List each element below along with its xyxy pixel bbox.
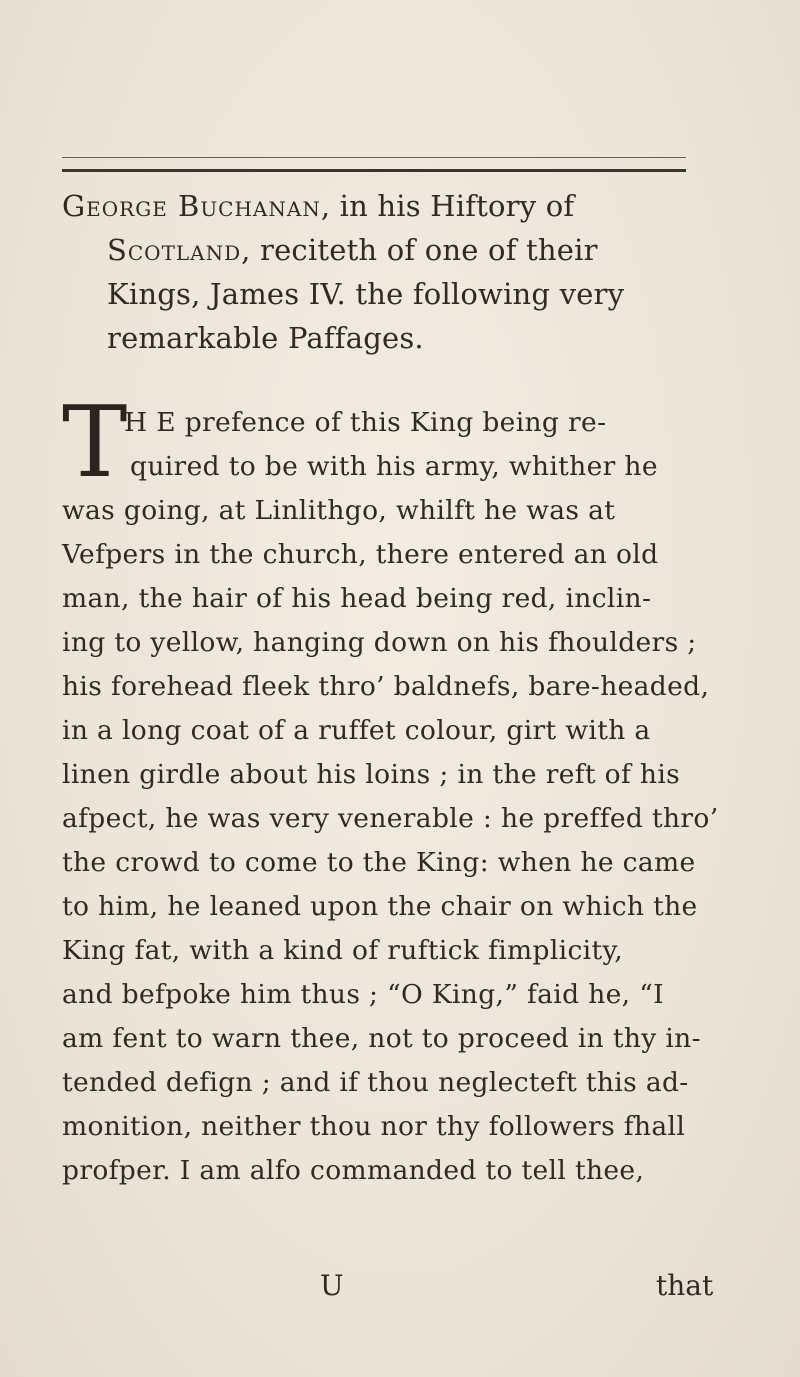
body-line: King fat, with a kind of ruftick fimplicity, bbox=[62, 935, 624, 966]
small-caps-name: George Buchanan bbox=[62, 189, 321, 223]
header-rule-thin bbox=[62, 157, 686, 158]
signature-mark: U bbox=[320, 1269, 344, 1302]
body-line: in a long coat of a ruffet colour, girt with a bbox=[62, 715, 651, 746]
intro-paragraph bbox=[62, 184, 722, 360]
intro-line: Kings, James IV. the following very bbox=[107, 277, 625, 311]
body-line: man, the hair of his head being red, inclin- bbox=[62, 583, 652, 614]
page-footer bbox=[0, 1269, 800, 1313]
body-line: H E prefence of this King being re- bbox=[124, 407, 607, 438]
body-line: the crowd to come to the King: when he came bbox=[62, 847, 696, 878]
body-line: linen girdle about his loins ; in the reft of his bbox=[62, 759, 681, 790]
body-line: to him, he leaned upon the chair on which the bbox=[62, 891, 698, 922]
header-rule-thick bbox=[62, 169, 686, 172]
main-paragraph bbox=[62, 386, 722, 1193]
drop-cap: T bbox=[62, 386, 128, 500]
intro-line: remarkable Paffages. bbox=[107, 321, 424, 355]
body-line: profper. I am alfo commanded to tell thee, bbox=[62, 1155, 645, 1186]
body-line: ing to yellow, hanging down on his fhoulders ; bbox=[62, 627, 697, 658]
intro-line: George Buchanan, in his Hiftory of bbox=[62, 189, 575, 223]
body-line: am fent to warn thee, not to proceed in thy in- bbox=[62, 1023, 701, 1054]
body-line: was going, at Linlithgo, whilft he was at bbox=[62, 495, 616, 526]
body-line: Vefpers in the church, there entered an old bbox=[62, 539, 659, 570]
body-line: and befpoke him thus ; “O King,” faid he, “I bbox=[62, 979, 664, 1010]
body-line: afpect, he was very venerable : he preffed thro’ bbox=[62, 803, 719, 834]
body-line: quired to be with his army, whither he bbox=[130, 451, 658, 482]
body-line: tended defign ; and if thou neglecteft this ad- bbox=[62, 1067, 689, 1098]
body-line: his forehead fleek thro’ baldnefs, bare-headed, bbox=[62, 671, 710, 702]
body-line: monition, neither thou nor thy followers fhall bbox=[62, 1111, 686, 1142]
small-caps-name: Scotland bbox=[107, 233, 242, 267]
catchword: that bbox=[656, 1269, 714, 1302]
intro-line: Scotland, reciteth of one of their bbox=[107, 233, 598, 267]
